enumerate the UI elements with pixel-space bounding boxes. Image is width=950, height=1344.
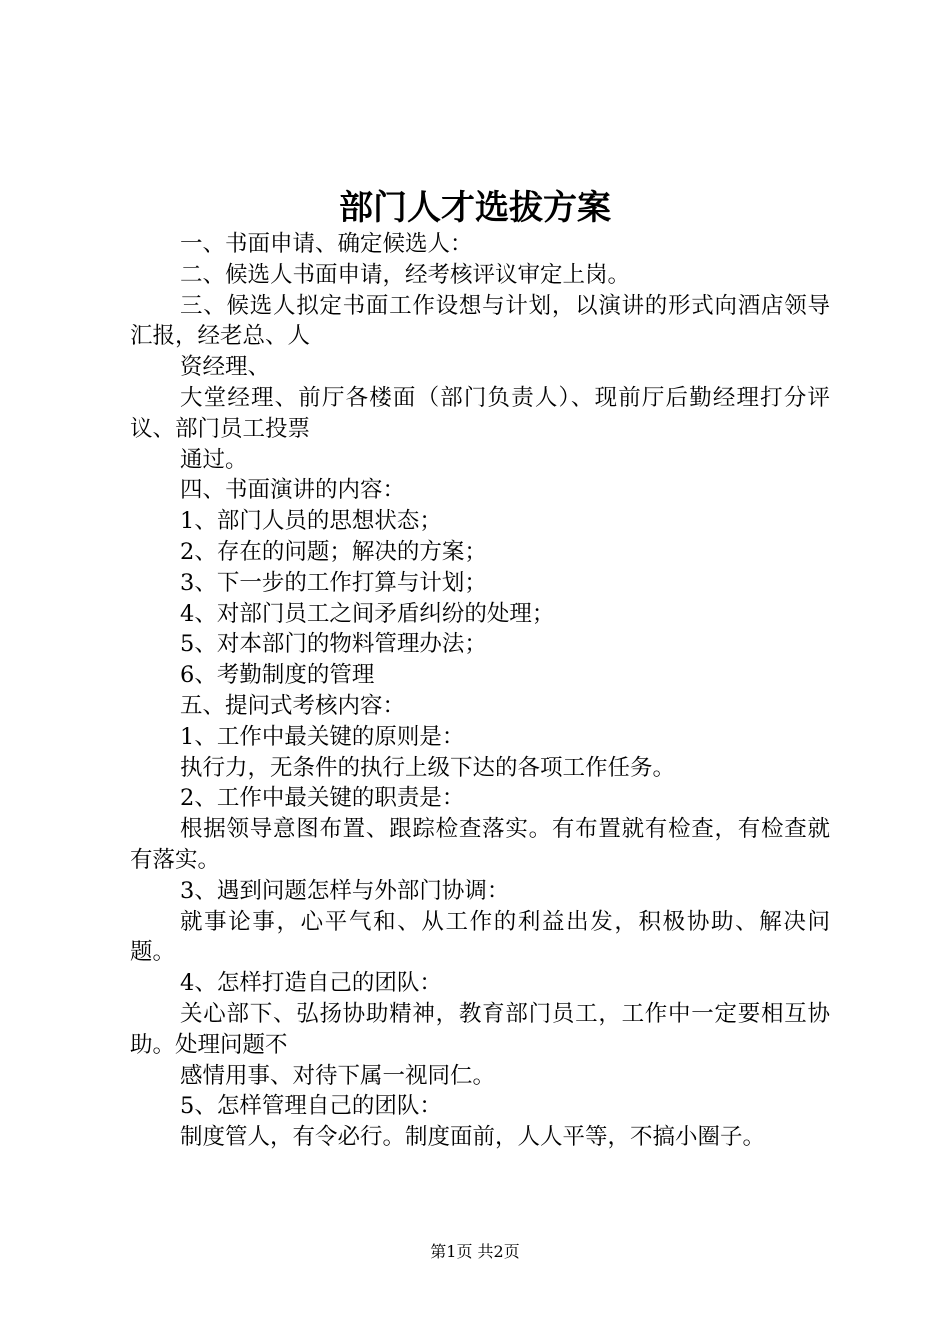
paragraph: 二、候选人书面申请，经考核评议审定上岗。	[180, 261, 631, 288]
paragraph: 4、对部门员工之间矛盾纠纷的处理；	[180, 600, 555, 627]
paragraph: 五、提问式考核内容：	[180, 692, 406, 719]
paragraph: 根据领导意图布置、跟踪检查落实。有布置就有检查，有检查就有落实。	[130, 816, 830, 873]
paragraph: 4、怎样打造自己的团队：	[180, 970, 442, 997]
document-body	[130, 229, 830, 1153]
paragraph: 2、工作中最关键的职责是：	[180, 785, 465, 812]
page-number-footer: 第1页 共2页	[430, 1242, 520, 1261]
paragraph: 1、部门人员的思想状态；	[180, 508, 442, 535]
document-title: 部门人才选拔方案	[339, 188, 611, 228]
paragraph: 四、书面演讲的内容：	[180, 477, 406, 504]
paragraph: 一、书面申请、确定候选人：	[180, 231, 473, 257]
paragraph: 3、遇到问题怎样与外部门协调：	[180, 877, 510, 904]
paragraph: 执行力，无条件的执行上级下达的各项工作任务。	[180, 754, 676, 781]
paragraph: 6、考勤制度的管理	[180, 662, 375, 689]
paragraph: 大堂经理、前厅各楼面（部门负责人）、现前厅后勤经理打分评议、部门员工投票	[130, 384, 830, 442]
paragraph: 5、怎样管理自己的团队：	[180, 1093, 442, 1120]
paragraph: 5、对本部门的物料管理办法；	[180, 631, 487, 658]
paragraph: 感情用事、对待下属一视同仁。	[180, 1062, 496, 1089]
paragraph: 资经理、	[180, 354, 271, 381]
paragraph: 1、工作中最关键的原则是：	[180, 723, 465, 750]
paragraph: 就事论事，心平气和、从工作的利益出发，积极协助、解决问题。	[130, 908, 830, 966]
paragraph: 关心部下、弘扬协助精神，教育部门员工，工作中一定要相互协助。处理问题不	[130, 1000, 830, 1058]
paragraph: 通过。	[180, 446, 248, 473]
paragraph: 3、下一步的工作打算与计划；	[180, 569, 487, 596]
paragraph: 三、候选人拟定书面工作设想与计划，以演讲的形式向酒店领导汇报，经老总、人	[130, 292, 830, 350]
paragraph: 2、存在的问题；解决的方案；	[180, 538, 487, 565]
paragraph: 制度管人，有令必行。制度面前，人人平等，不搞小圈子。	[180, 1124, 766, 1151]
